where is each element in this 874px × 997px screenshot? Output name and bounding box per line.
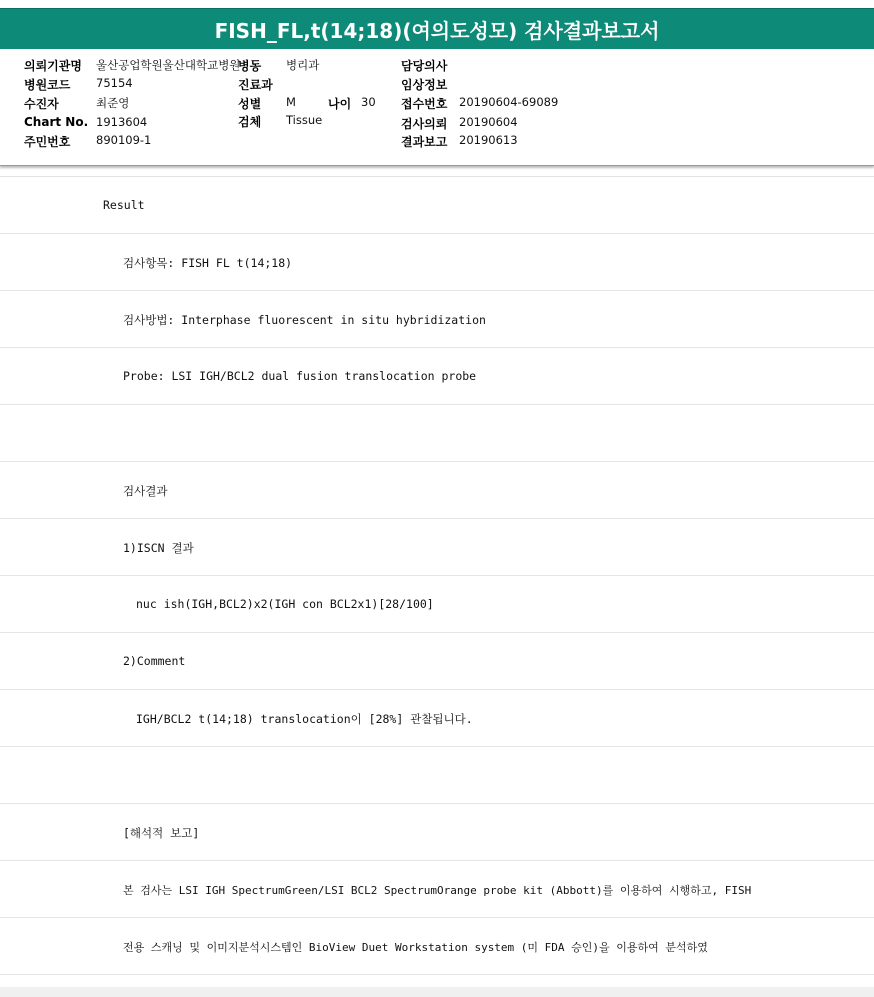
specimen-label: 검체 <box>238 115 262 129</box>
report-row <box>0 918 874 975</box>
report-title-bar <box>0 8 874 50</box>
age-label: 나이 <box>328 97 352 111</box>
report-row <box>0 633 874 690</box>
department-label: 진료과 <box>238 78 273 92</box>
resident-no-value: 890109-1 <box>96 133 152 147</box>
report-row <box>0 462 874 519</box>
row-text: [해석적 보고] <box>123 826 200 840</box>
row-text: 검사방법: Interphase fluorescent in situ hybridization <box>123 313 486 327</box>
row-text: 검사항목: FISH FL t(14;18) <box>123 256 293 270</box>
ward-label: 병동 <box>238 59 262 73</box>
chart-no-value: 1913604 <box>96 115 148 129</box>
row-text: nuc ish(IGH,BCL2)x2(IGH con BCL2x1)[28/100] <box>136 597 434 611</box>
patient-info-panel <box>0 49 874 166</box>
ward-value: 병리과 <box>286 58 320 72</box>
report-row <box>0 576 874 633</box>
row-text: 2)Comment <box>123 654 186 668</box>
report-row <box>0 747 874 804</box>
report-date-value: 20190613 <box>459 133 518 147</box>
recipient-value: 최준영 <box>96 96 130 110</box>
specimen-value: Tissue <box>286 113 323 127</box>
hospital-code-label: 병원코드 <box>24 78 71 92</box>
report-date-label: 결과보고 <box>401 135 448 149</box>
report-row <box>0 519 874 576</box>
horizontal-scrollbar[interactable] <box>0 987 874 997</box>
report-row <box>0 804 874 861</box>
hospital-code-value: 75154 <box>96 76 133 90</box>
clinical-info-label: 임상정보 <box>401 78 448 92</box>
institution-value: 울산공업학원울산대학교병원 <box>96 58 241 72</box>
sex-value: M <box>286 95 296 109</box>
row-text: 검사결과 <box>123 484 168 498</box>
row-text: IGH/BCL2 t(14;18) translocation이 [28%] 관찰됩니다. <box>136 712 473 726</box>
report-row <box>0 861 874 918</box>
report-row <box>0 234 874 291</box>
report-row <box>0 348 874 405</box>
resident-no-label: 주민번호 <box>24 135 71 149</box>
row-text: 전용 스캐닝 및 이미지분석시스템인 BioView Duet Workstation system (미 FDA 승인)을 이용하여 분석하였 <box>123 941 708 954</box>
report-row <box>0 405 874 462</box>
row-text: 본 검사는 LSI IGH SpectrumGreen/LSI BCL2 SpectrumOrange probe kit (Abbott)를 이용하여 시행하고, FISH <box>123 884 752 897</box>
request-date-label: 검사의뢰 <box>401 117 448 131</box>
row-text: Result <box>103 198 145 212</box>
report-row <box>0 291 874 348</box>
report-title: FISH_FL,t(14;18)(여의도성모) 검사결과보고서 <box>214 18 660 43</box>
chart-no-label: Chart No. <box>24 115 89 129</box>
report-body <box>0 177 874 975</box>
recipient-label: 수진자 <box>24 97 59 111</box>
row-text: 1)ISCN 결과 <box>123 541 194 555</box>
report-row <box>0 690 874 747</box>
accession-value: 20190604-69089 <box>459 95 559 109</box>
report-row <box>0 177 874 234</box>
age-value: 30 <box>361 95 376 109</box>
accession-label: 접수번호 <box>401 97 448 111</box>
institution-label: 의뢰기관명 <box>24 59 82 73</box>
row-text: Probe: LSI IGH/BCL2 dual fusion translocation probe <box>123 369 477 383</box>
sex-label: 성별 <box>238 97 262 111</box>
request-date-value: 20190604 <box>459 115 518 129</box>
doctor-label: 담당의사 <box>401 59 448 73</box>
